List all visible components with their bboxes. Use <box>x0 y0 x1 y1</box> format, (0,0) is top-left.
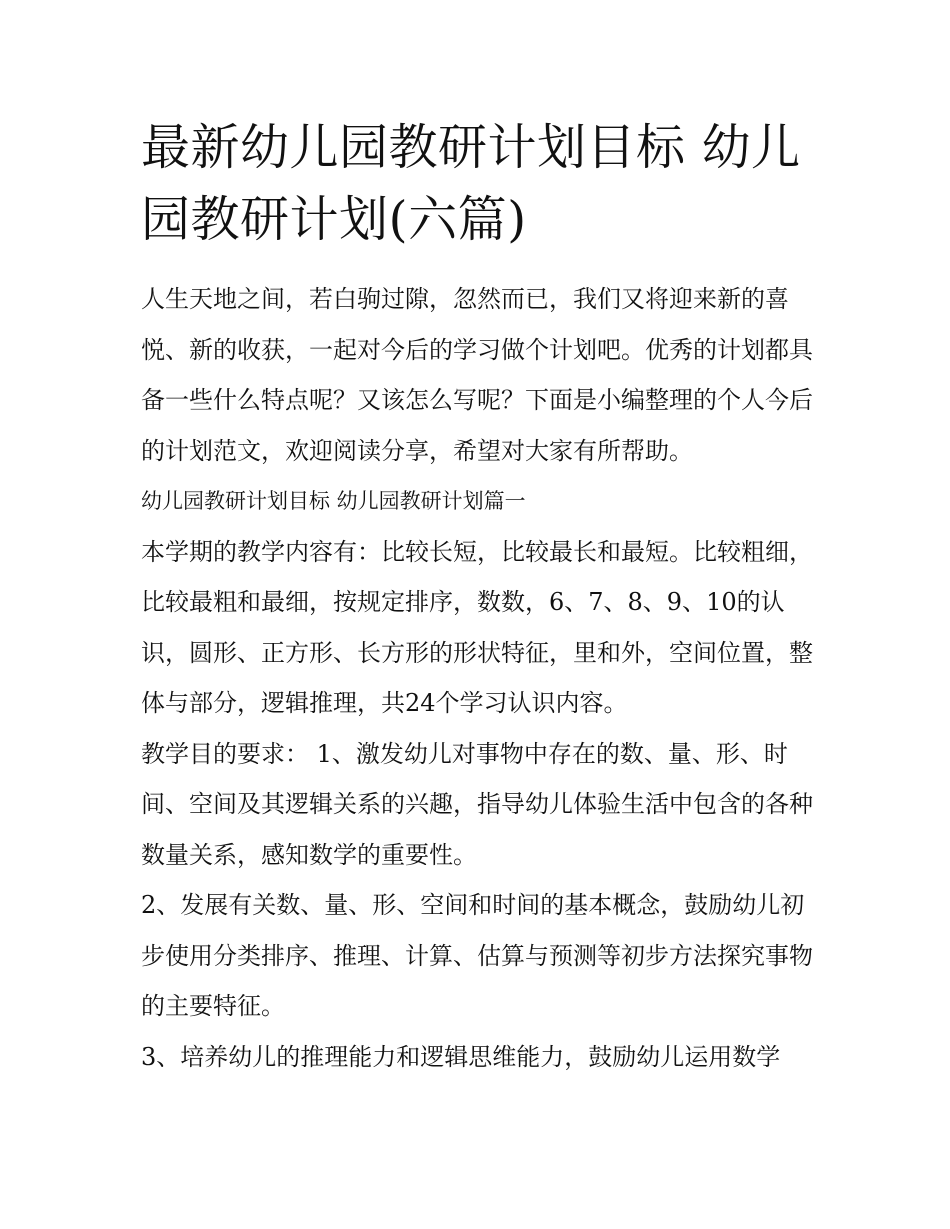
section-heading: 幼儿园教研计划目标 幼儿园教研计划篇一 <box>141 489 526 513</box>
goal-item-3-paragraph: 3、培养幼儿的推理能力和逻辑思维能力，鼓励幼儿运用数学 <box>141 1042 781 1071</box>
goal-item-2-paragraph: 2、发展有关数、量、形、空间和时间的基本概念，鼓励幼儿初步使用分类排序、推理、计算、估算与预测等初步方法探究事物的主要特征。 <box>141 891 813 1020</box>
intro-paragraph: 人生天地之间，若白驹过隙，忽然而已，我们又将迎来新的喜悦、新的收获，一起对今后的学习做个计划吧。优秀的计划都具备一些什么特点呢？又该怎么写呢？下面是小编整理的个人今后的计划范文，欢迎阅读分享，希望对大家有所帮助。 <box>141 285 813 465</box>
document-body <box>141 274 816 1082</box>
document-title: 最新幼儿园教研计划目标 幼儿园教研计划(六篇) <box>141 119 801 248</box>
teaching-goal-paragraph: 教学目的要求： 1、激发幼儿对事物中存在的数、量、形、时间、空间及其逻辑关系的兴趣，指导幼儿体验生活中包含的各种数量关系，感知数学的重要性。 <box>141 739 813 869</box>
document-content <box>141 112 816 1082</box>
teaching-content-paragraph: 本学期的教学内容有：比较长短，比较最长和最短。比较粗细，比较最粗和最细，按规定排序，数数，6、7、8、9、10的认识，圆形、正方形、长方形的形状特征，里和外，空间位置，整体与部分，逻辑推理，共24个学习认识内容。 <box>141 537 813 717</box>
